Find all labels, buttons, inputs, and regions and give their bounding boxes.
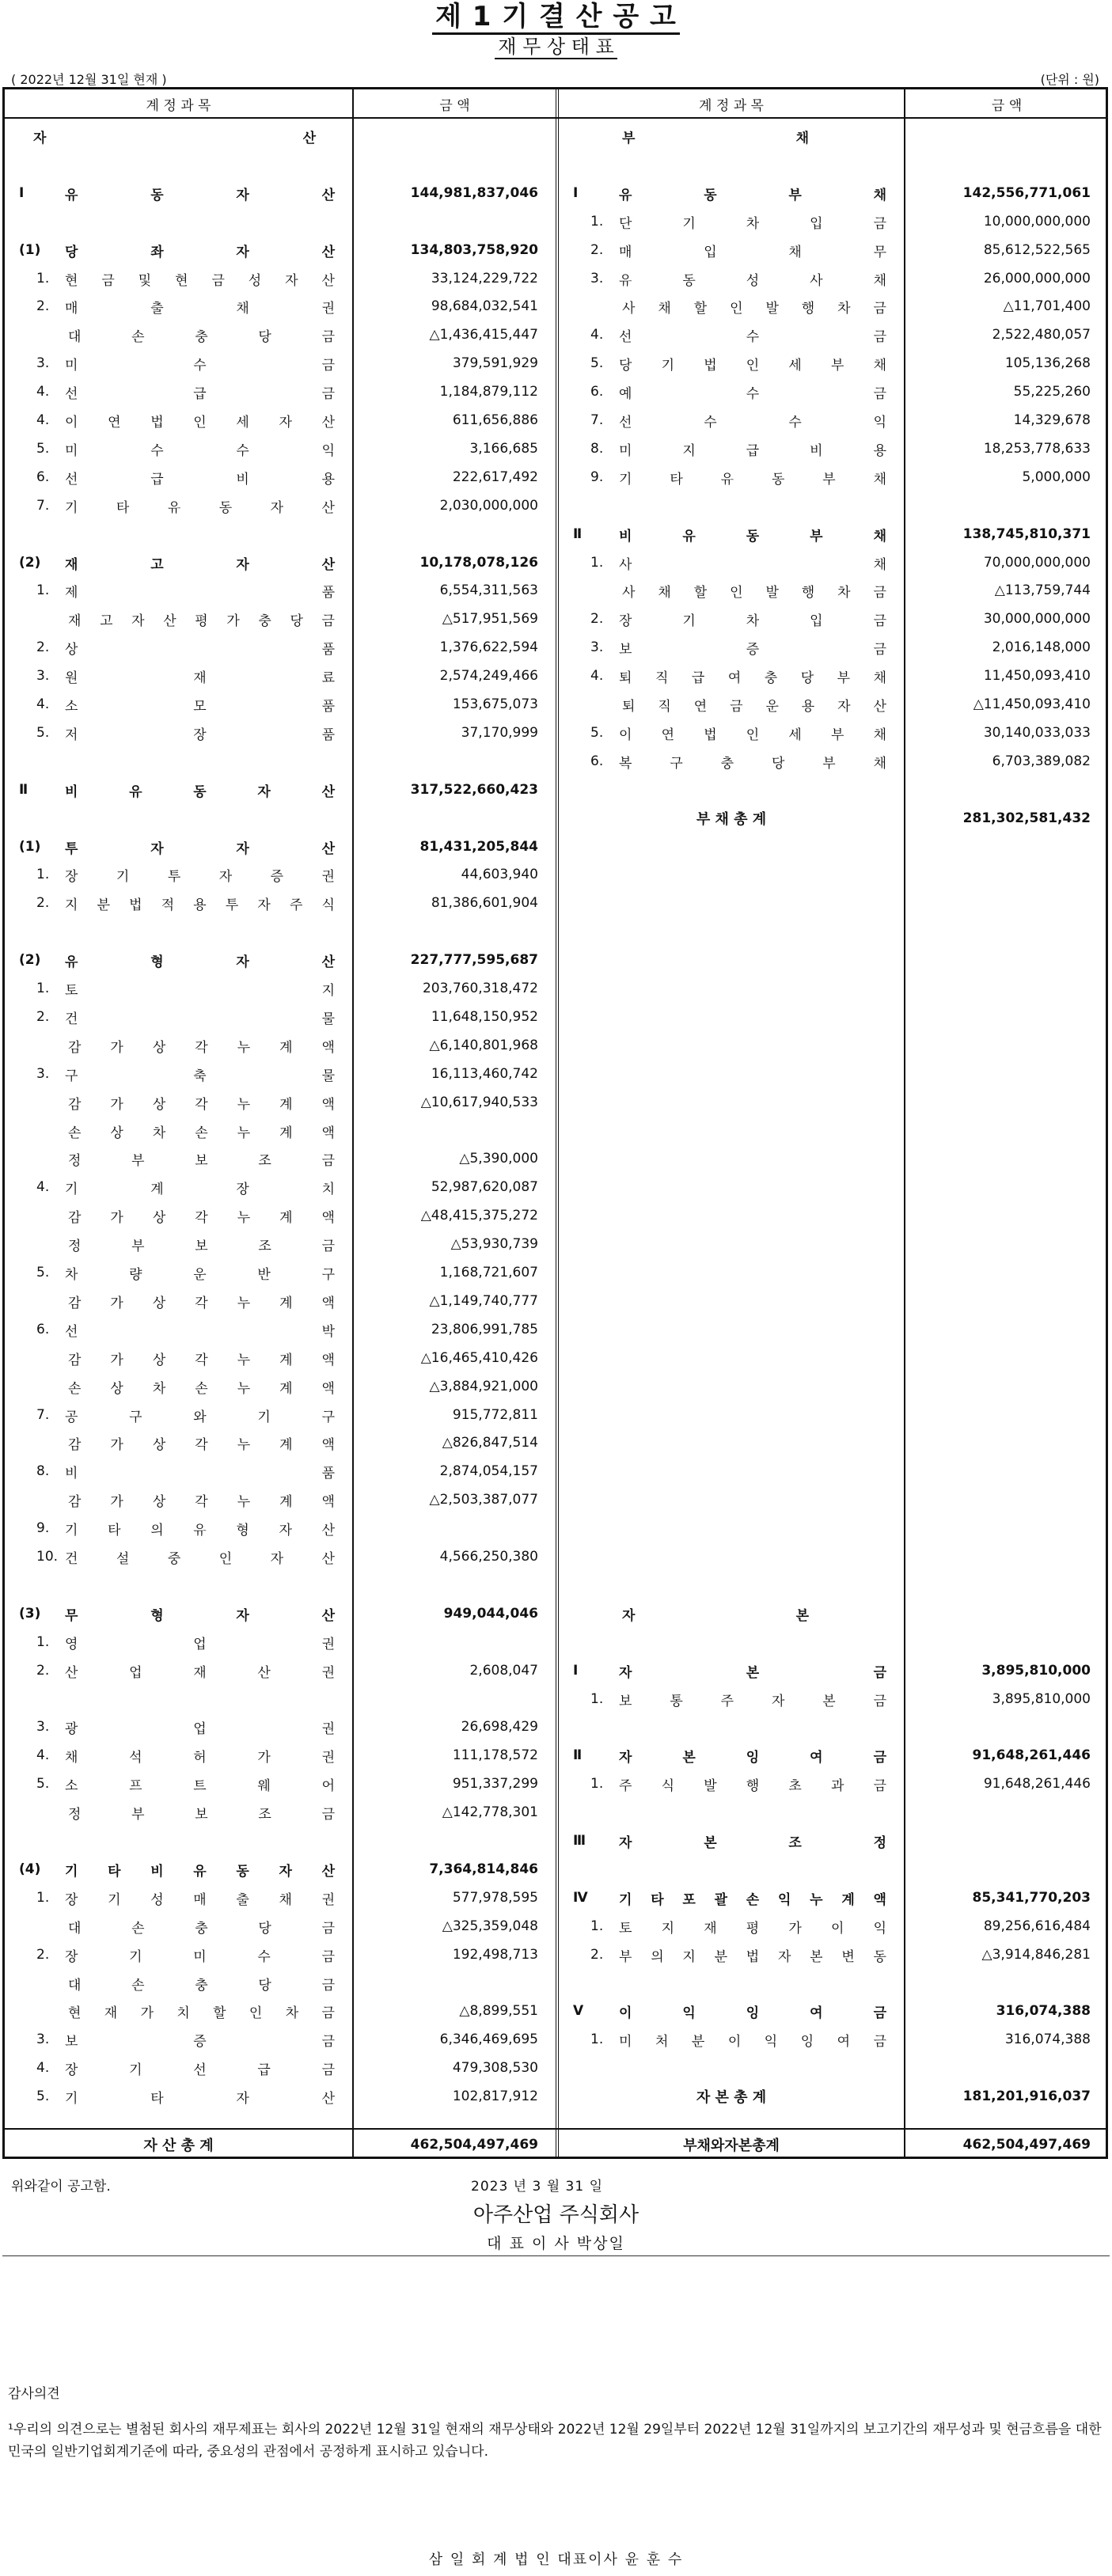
item-number: 1. [36,867,50,882]
account-amount: 85,341,770,203 [972,1890,1091,1906]
account-amount: 317,522,660,423 [410,782,538,798]
section-heading: 자 산 [33,130,316,146]
account-amount: 3,895,810,000 [981,1663,1091,1679]
item-number: 2. [36,298,50,314]
account-label: 저 장 품 [65,727,335,743]
account-amount: △142,778,301 [442,1804,538,1820]
account-amount: △113,759,744 [994,582,1091,598]
account-amount: △3,914,846,281 [981,1947,1091,1963]
account-amount: 6,703,389,082 [992,753,1091,769]
account-label: 비 유 동 자 산 [65,783,335,800]
item-number: 3. [590,271,604,286]
company-name: 아주산업 주식회사 [473,2203,639,2227]
item-number: 5. [36,725,50,741]
account-amount: 192,498,713 [452,1947,538,1963]
account-amount: 30,140,033,033 [983,725,1091,741]
header-rule [5,117,1106,119]
item-number: 7. [36,1407,50,1423]
item-number: 2. [36,1009,50,1025]
account-label: 유 동 부 채 [619,187,886,203]
account-label: 토 지 재 평 가 이 익 [619,1920,886,1937]
account-amount: 949,044,046 [443,1606,538,1622]
account-label: 매 출 채 권 [65,300,335,317]
account-label: 매 입 채 무 [619,244,886,260]
account-label: 소 모 품 [65,698,335,715]
item-number: (2) [19,555,41,571]
account-amount: 14,329,678 [1013,412,1091,428]
account-amount: 144,981,837,046 [410,185,538,201]
item-number: 4. [590,668,604,684]
account-amount: △10,617,940,533 [420,1095,538,1110]
account-label: 대 손 충 당 금 [68,1977,335,1994]
account-amount: 203,760,318,472 [422,981,538,996]
account-amount: 111,178,572 [452,1747,538,1763]
account-label: 감 가 상 각 누 계 액 [68,1209,335,1226]
account-label: 감 가 상 각 누 계 액 [68,1436,335,1453]
account-amount: 85,612,522,565 [983,242,1091,258]
account-label: 투 자 자 산 [65,840,335,857]
account-label: 유 동 자 산 [65,187,335,203]
item-number: Ⅰ [573,1663,579,1679]
account-amount: 16,113,460,742 [431,1066,538,1082]
account-label: 선 수 금 [619,328,886,345]
account-label: 사 채 할 인 발 행 차 금 [622,584,886,601]
account-amount: 379,591,929 [452,355,538,371]
account-label: 단 기 차 입 금 [619,215,886,232]
item-number: 1. [36,981,50,996]
account-label: 정 부 보 조 금 [68,1152,335,1169]
item-number: 6. [590,384,604,400]
item-number: 6. [36,469,50,485]
account-label: 당 기 법 인 세 부 채 [619,357,886,374]
item-number: 3. [36,355,50,371]
account-amount: 81,386,601,904 [431,895,538,911]
account-label: 미 수 수 익 [65,442,335,459]
account-label: 기 타 포 괄 손 익 누 계 액 [619,1891,886,1908]
item-number: 1. [36,1890,50,1906]
account-label: 복 구 충 당 부 채 [619,755,886,772]
statement-subtitle: 재 무 상 태 표 [0,35,1112,60]
account-amount: 951,337,299 [452,1776,538,1792]
account-amount: 18,253,778,633 [983,441,1091,457]
account-amount: 6,346,469,695 [439,2032,538,2047]
item-number: 1. [590,1691,604,1707]
item-number: 2. [590,1947,604,1963]
account-label: 선 급 금 [65,385,335,402]
account-amount: 5,000,000 [1022,469,1091,485]
item-number: 3. [36,668,50,684]
account-amount: △11,450,093,410 [973,696,1091,712]
account-label: 감 가 상 각 누 계 액 [68,1493,335,1510]
account-amount [354,1629,538,1656]
account-amount: 1,376,622,594 [439,639,538,655]
account-amount: 577,978,595 [452,1890,538,1906]
account-label: 장 기 차 입 금 [619,613,886,629]
left-amount-header: 금 액 [439,97,470,114]
item-number: 5. [36,1265,50,1280]
account-label: 퇴 직 급 여 충 당 부 채 [619,670,886,686]
account-amount: 23,806,991,785 [431,1322,538,1337]
account-label: 감 가 상 각 누 계 액 [68,1352,335,1368]
account-label: 구 축 물 [65,1068,335,1084]
account-amount: △826,847,514 [442,1435,538,1451]
account-label: 예 수 금 [619,385,886,402]
item-number: 1. [590,1776,604,1792]
item-number: 4. [36,696,50,712]
item-number: 2. [36,1663,50,1679]
account-label: 기 타 유 동 부 채 [619,471,886,488]
item-number: 9. [36,1520,50,1536]
account-amount: 105,136,268 [1004,355,1091,371]
account-amount: 44,603,940 [461,867,538,882]
account-label: 감 가 상 각 누 계 액 [68,1096,335,1113]
total-assets-label: 자 산 총 계 [143,2138,214,2154]
total-liabilities-equity-amount: 462,504,497,469 [962,2137,1091,2153]
account-amount: 138,745,810,371 [962,526,1091,542]
account-label: 정 부 보 조 금 [68,1238,335,1254]
item-number: Ⅱ [573,526,583,542]
account-label: 현 재 가 치 할 인 차 금 [68,2005,335,2021]
item-number: (2) [19,952,41,968]
account-amount: 134,803,758,920 [410,242,538,258]
account-amount [354,1515,538,1542]
subtotal-amount: 181,201,916,037 [962,2088,1091,2104]
item-number: Ⅱ [19,782,28,798]
account-amount [354,1970,538,1997]
item-number: Ⅰ [19,185,25,201]
account-amount [354,1117,538,1144]
item-number: 7. [590,412,604,428]
right-amount-header: 금 액 [991,97,1023,114]
divider [2,2255,1110,2256]
item-number: 4. [36,2060,50,2076]
account-label: 보 증 금 [65,2033,335,2050]
item-number: 5. [36,1776,50,1792]
balance-sheet-table [2,87,1108,2159]
account-amount: 89,256,616,484 [983,1918,1091,1934]
account-amount: 316,074,388 [996,2003,1091,2019]
account-amount: △8,899,551 [459,2003,538,2019]
item-number: 1. [36,582,50,598]
account-amount: 91,648,261,446 [983,1776,1091,1792]
item-number: 5. [590,725,604,741]
account-amount: 153,675,073 [452,696,538,712]
account-label: 장 기 선 급 금 [65,2062,335,2078]
account-amount: 30,000,000,000 [983,611,1091,627]
account-label: 미 수 금 [65,357,335,374]
item-number: (4) [19,1861,41,1877]
item-number: 2. [590,611,604,627]
account-label: 장 기 투 자 증 권 [65,868,335,885]
account-label: 원 재 료 [65,670,335,686]
auditor-signature: 삼 일 회 계 법 인 대표이사 윤 훈 수 [428,2551,684,2568]
account-label: 선 급 비 용 [65,471,335,488]
item-number: 9. [590,469,604,485]
account-label: 건 물 [65,1011,335,1027]
account-amount: 70,000,000,000 [983,555,1091,571]
account-label: 부 의 지 분 법 자 본 변 동 [619,1948,886,1965]
item-number: 8. [590,441,604,457]
item-number: 10. [36,1549,59,1565]
account-label: 상 품 [65,641,335,658]
account-amount: 222,617,492 [452,469,538,485]
section-heading: 자 본 [622,1607,809,1624]
account-amount: 2,574,249,466 [439,668,538,684]
item-number: 2. [36,639,50,655]
account-label: 광 업 권 [65,1720,335,1737]
item-number: Ⅴ [573,2003,584,2019]
account-label: 보 통 주 자 본 금 [619,1693,886,1709]
account-amount: △3,884,921,000 [429,1379,538,1394]
account-label: 주 식 발 행 초 과 금 [619,1777,886,1794]
account-amount: △1,149,740,777 [429,1293,538,1309]
account-amount: 2,608,047 [469,1663,538,1679]
account-label: 이 연 법 인 세 부 채 [619,727,886,743]
account-amount: △48,415,375,272 [420,1208,538,1224]
account-amount: 2,874,054,157 [439,1463,538,1479]
account-label: 선 수 수 익 [619,414,886,431]
item-number: 7. [36,498,50,514]
item-number: 8. [36,1463,50,1479]
account-amount: 10,000,000,000 [983,214,1091,230]
account-amount: 316,074,388 [1004,2032,1091,2047]
statement-title: 제 1 기 결 산 공 고 [0,0,1112,35]
account-label: 장 기 미 수 금 [65,1948,335,1965]
center-divider [556,89,559,2157]
account-label: 자 본 금 [619,1664,886,1681]
as-of-date: ( 2022년 12월 31일 현재 ) [11,72,167,87]
account-label: 기 타 비 유 동 자 산 [65,1863,335,1880]
item-number: 5. [590,355,604,371]
unit-label: (단위 : 원) [1040,72,1099,87]
account-amount: △517,951,569 [442,611,538,627]
account-label: 공 구 와 기 구 [65,1409,335,1425]
item-number: Ⅱ [573,1747,583,1763]
account-label: 손 상 차 손 누 계 액 [68,1125,335,1141]
item-number: 1. [590,2032,604,2047]
account-label: 당 좌 자 산 [65,244,335,260]
account-amount: △16,465,410,426 [420,1350,538,1366]
account-label: 건 설 중 인 자 산 [65,1550,335,1567]
account-label: 재 고 자 산 [65,556,335,573]
item-number: 1. [590,1918,604,1934]
account-amount: 55,225,260 [1013,384,1091,400]
account-amount: 4,566,250,380 [439,1549,538,1565]
item-number: 5. [36,2088,50,2104]
audit-opinion-text: ¹우리의 의견으로는 별첨된 회사의 재무제표는 회사의 2022년 12월 31일 현재의 재무상태와 2022년 12월 29일부터 2022년 12월 31일까지의 보고기간의 재무성과 및 현금흐름을 대한민국의 일반기업회계기준에 따라, 중요성의 관점에서 공정하게 표시하고 있습니다. [8,2422,1102,2460]
account-label: 자 본 잉 여 금 [619,1749,886,1766]
item-number: 4. [36,1747,50,1763]
account-label: 손 상 차 손 누 계 액 [68,1380,335,1397]
account-amount: 10,178,078,126 [419,555,538,571]
account-label: 사 채 [619,556,886,573]
subtotal-label: 자 본 총 계 [696,2089,767,2106]
account-amount [905,1827,1091,1854]
item-number: (1) [19,839,41,855]
account-amount: 2,030,000,000 [439,498,538,514]
item-number: 6. [36,1322,50,1337]
item-number: Ⅳ [573,1890,588,1906]
account-amount: 1,168,721,607 [439,1265,538,1280]
account-label: 소 프 트 웨 어 [65,1777,335,1794]
account-label: 채 석 허 가 권 [65,1749,335,1766]
account-label: 지 분 법 적 용 투 자 주 식 [65,897,335,913]
account-label: 기 타 자 산 [65,2090,335,2107]
account-amount: 915,772,811 [452,1407,538,1423]
account-amount: 227,777,595,687 [410,952,538,968]
item-number: 2. [590,242,604,258]
item-number: 2. [36,1947,50,1963]
account-label: 이 연 법 인 세 자 산 [65,414,335,431]
account-amount: 102,817,912 [452,2088,538,2104]
account-amount: 7,364,814,846 [429,1861,538,1877]
account-amount: △2,503,387,077 [429,1492,538,1508]
audit-opinion-title: 감사의견 [8,2386,60,2402]
total-liabilities-equity-label: 부채와자본총계 [683,2138,780,2154]
item-number: 3. [36,1066,50,1082]
item-number: 4. [36,384,50,400]
right-account-header: 계 정 과 목 [699,97,764,114]
account-label: 기 타 의 유 형 자 산 [65,1522,335,1538]
left-account-header: 계 정 과 목 [146,97,211,114]
section-heading: 부 채 [622,130,809,146]
account-label: 현 금 및 현 금 성 자 산 [65,272,335,289]
subtotal-label: 부 채 총 계 [696,811,767,828]
account-amount: 3,895,810,000 [992,1691,1091,1707]
account-amount: 26,000,000,000 [983,271,1091,286]
account-label: 기 타 유 동 자 산 [65,499,335,516]
account-amount: △53,930,739 [450,1236,538,1252]
account-label: 제 품 [65,584,335,601]
account-amount: 142,556,771,061 [962,185,1091,201]
account-label: 감 가 상 각 누 계 액 [68,1295,335,1311]
item-number: 2. [36,895,50,911]
account-amount: △6,140,801,968 [429,1038,538,1053]
item-number: 5. [36,441,50,457]
account-amount: △5,390,000 [459,1151,538,1167]
account-amount: 611,656,886 [452,412,538,428]
item-number: 1. [36,271,50,286]
account-label: 영 업 권 [65,1636,335,1652]
total-assets-amount: 462,504,497,469 [410,2137,538,2153]
account-amount: 2,016,148,000 [992,639,1091,655]
account-label: 기 계 장 치 [65,1181,335,1197]
account-label: 미 지 급 비 용 [619,442,886,459]
item-number: 3. [36,1719,50,1735]
account-amount: 1,184,879,112 [439,384,538,400]
account-label: 사 채 할 인 발 행 차 금 [622,300,886,317]
account-amount: 3,166,685 [469,441,538,457]
account-label: 비 유 동 부 채 [619,528,886,544]
account-amount: 26,698,429 [461,1719,538,1735]
account-amount: 11,648,150,952 [431,1009,538,1025]
account-label: 감 가 상 각 누 계 액 [68,1039,335,1056]
item-number: 4. [36,1179,50,1195]
item-number: (1) [19,242,41,258]
account-label: 선 박 [65,1323,335,1340]
account-label: 산 업 재 산 권 [65,1664,335,1681]
account-label: 토 지 [65,982,335,999]
total-rule [5,2128,1106,2130]
item-number: Ⅰ [573,185,579,201]
account-label: 재 고 자 산 평 가 충 당 금 [68,613,335,629]
item-number: Ⅲ [573,1833,586,1849]
account-label: 유 동 성 사 채 [619,272,886,289]
account-label: 장 기 성 매 출 채 권 [65,1891,335,1908]
account-amount: 52,987,620,087 [431,1179,538,1195]
account-label: 대 손 충 당 금 [68,328,335,345]
account-label: 차 량 운 반 구 [65,1266,335,1283]
item-number: 1. [590,555,604,571]
account-amount: △11,701,400 [1003,298,1091,314]
account-amount: 11,450,093,410 [983,668,1091,684]
account-label: 대 손 충 당 금 [68,1920,335,1937]
account-amount: 479,308,530 [452,2060,538,2076]
item-number: 3. [590,639,604,655]
item-number: 4. [36,412,50,428]
account-label: 미 처 분 이 익 잉 여 금 [619,2033,886,2050]
account-label: 보 증 금 [619,641,886,658]
account-label: 퇴 직 연 금 운 용 자 산 [622,698,886,715]
notice-date: 2023 년 3 월 31 일 [471,2179,603,2195]
item-number: 1. [36,1634,50,1650]
item-number: 3. [36,2032,50,2047]
account-amount: 2,522,480,057 [992,327,1091,343]
item-number: 1. [590,214,604,230]
account-amount: 6,554,311,563 [439,582,538,598]
account-amount: 81,431,205,844 [419,839,538,855]
ceo-line: 대 표 이 사 박상일 [487,2235,625,2252]
account-amount: 98,684,032,541 [431,298,538,314]
subtotal-amount: 281,302,581,432 [962,810,1091,826]
item-number: 6. [590,753,604,769]
account-label: 정 부 보 조 금 [68,1806,335,1823]
notice-text: 위와같이 공고함. [11,2179,111,2195]
item-number: (3) [19,1606,41,1622]
account-amount: 37,170,999 [461,725,538,741]
item-number: 4. [590,327,604,343]
account-amount: △1,436,415,447 [429,327,538,343]
account-label: 자 본 조 정 [619,1834,886,1851]
account-amount: △325,359,048 [442,1918,538,1934]
account-label: 유 형 자 산 [65,954,335,970]
account-label: 무 형 자 산 [65,1607,335,1624]
account-label: 비 품 [65,1465,335,1481]
account-amount: 91,648,261,446 [972,1747,1091,1763]
account-label: 이 익 잉 여 금 [619,2005,886,2021]
account-amount: 33,124,229,722 [431,271,538,286]
